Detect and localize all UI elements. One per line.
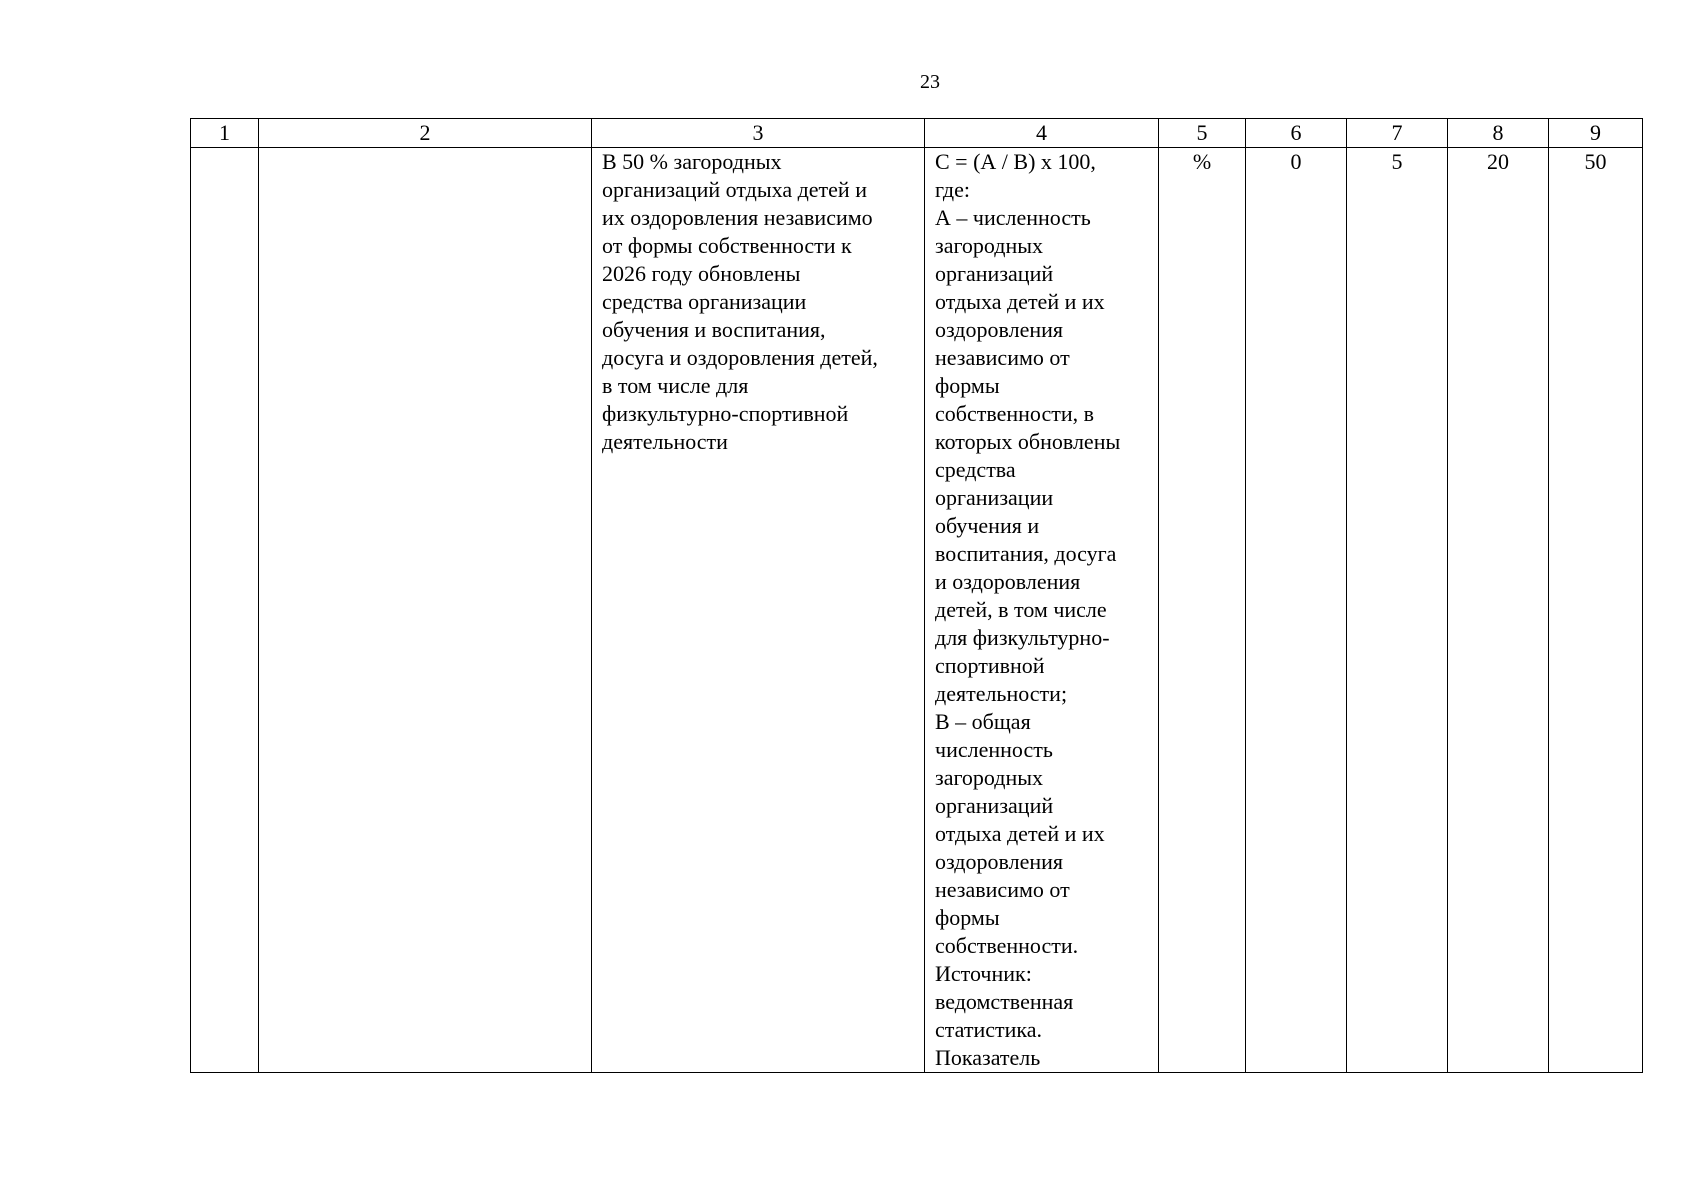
header-col-8: 8	[1448, 119, 1549, 148]
calculation-method-text: С = (А / В) х 100, где: А – численность загородных организаций отдыха детей и их оздоровления независимо от формы собственности, в которых обновлены средства организации обучения и воспитания, досуга и оздоровления детей, в том числе для физкультурно- спортивной деятельности; В – общая численность загородных организаций отдыха детей и их оздоровления независимо от формы собственности. Источник: ведомственная статистика. Показатель	[935, 149, 1121, 1070]
cell-value-col9	[1549, 148, 1643, 1073]
result-description-text: В 50 % загородных организаций отдыха детей и их оздоровления независимо от формы собственности к 2026 году обновлены средства организации обучения и воспитания, досуга и оздоровления детей, в том числе для физкультурно-спортивной деятельности	[602, 149, 878, 454]
header-col-4: 4	[925, 119, 1159, 148]
header-col-2: 2	[259, 119, 592, 148]
table-row	[191, 148, 1643, 1073]
cell-name	[259, 148, 592, 1073]
cell-unit	[1159, 148, 1246, 1073]
page-number: 23	[920, 71, 940, 93]
header-col-5: 5	[1159, 119, 1246, 148]
cell-calculation-method	[925, 148, 1159, 1073]
cell-value-col7	[1347, 148, 1448, 1073]
cell-value-col8	[1448, 148, 1549, 1073]
header-col-7: 7	[1347, 119, 1448, 148]
unit-text: %	[1192, 149, 1212, 174]
header-col-6: 6	[1246, 119, 1347, 148]
value-col8: 20	[1487, 149, 1509, 174]
value-col6: 0	[1290, 149, 1302, 174]
indicator-table	[190, 118, 1643, 1073]
value-col7: 5	[1391, 149, 1403, 174]
header-row	[191, 119, 1643, 148]
cell-value-col6	[1246, 148, 1347, 1073]
value-col9: 50	[1584, 149, 1607, 174]
header-col-1: 1	[191, 119, 259, 148]
cell-result-description	[592, 148, 925, 1073]
header-col-3: 3	[592, 119, 925, 148]
cell-number	[191, 148, 259, 1073]
header-col-9: 9	[1549, 119, 1643, 148]
